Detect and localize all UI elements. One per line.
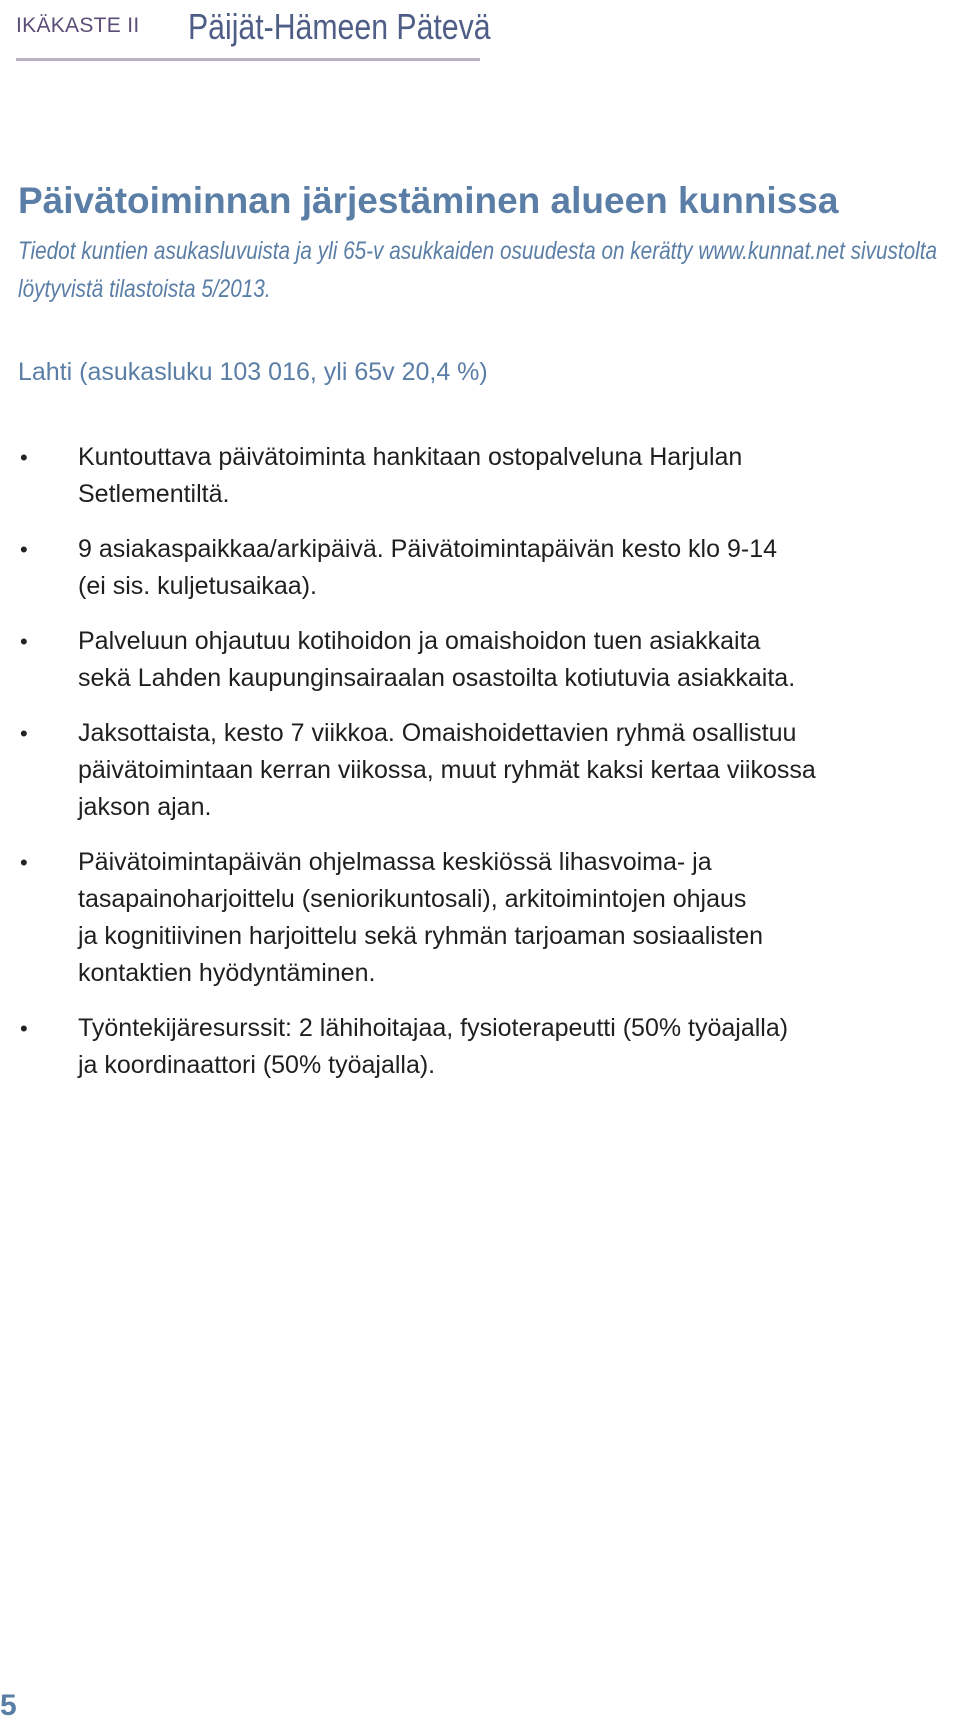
- intro-text: [18, 232, 938, 308]
- bullet-line: tasapainoharjoittelu (seniorikuntosali), arkitoimintojen ohjaus: [78, 885, 747, 913]
- bullet-line: ja koordinaattori (50% työajalla).: [78, 1051, 436, 1079]
- bullet-line: Työntekijäresurssit: 2 lähihoitajaa, fysioterapeutti (50% työajalla): [78, 1014, 789, 1042]
- bullet-dot-icon: •: [20, 629, 28, 654]
- bullet-line: kontaktien hyödyntäminen.: [78, 959, 376, 987]
- bullet-dot-icon: •: [20, 445, 28, 470]
- series-label: IKÄKASTE II: [16, 14, 140, 37]
- page-number: 5: [0, 1689, 17, 1722]
- bullet-line: ja kognitiivinen harjoittelu sekä ryhmän tarjoaman sosiaalisten: [78, 922, 764, 950]
- bullet-dot-icon: •: [20, 537, 28, 562]
- intro-line: löytyvistä tilastoista 5/2013.: [18, 275, 271, 303]
- bullet-item: [0, 715, 960, 826]
- bullet-line: (ei sis. kuljetusaikaa).: [78, 572, 317, 600]
- bullet-item: [0, 844, 960, 992]
- bullet-line: Setlementiltä.: [78, 480, 230, 508]
- bullet-list: [0, 439, 960, 1102]
- main-heading: Päivätoiminnan järjestäminen alueen kunnissa: [18, 180, 839, 221]
- bullet-item: [0, 439, 960, 513]
- bullet-dot-icon: •: [20, 721, 28, 746]
- bullet-line: Palveluun ohjautuu kotihoidon ja omaishoidon tuen asiakkaita: [78, 627, 761, 655]
- bullet-line: 9 asiakaspaikkaa/arkipäivä. Päivätoimintapäivän kesto klo 9-14: [78, 535, 777, 563]
- bullet-line: Jaksottaista, kesto 7 viikkoa. Omaishoidettavien ryhmä osallistuu: [78, 719, 797, 747]
- bullet-line: Kuntouttava päivätoiminta hankitaan ostopalveluna Harjulan: [78, 443, 743, 471]
- running-header: [16, 0, 491, 61]
- section-heading-lahti: Lahti (asukasluku 103 016, yli 65v 20,4 %): [18, 358, 488, 386]
- bullet-line: Päivätoimintapäivän ohjelmassa keskiössä lihasvoima- ja: [78, 848, 712, 876]
- intro-line: Tiedot kuntien asukasluvuista ja yli 65-v asukkaiden osuudesta on kerätty www.kunnat.net sivustolta: [18, 237, 938, 265]
- bullet-item: [0, 623, 960, 697]
- bullet-line: päivätoimintaan kerran viikossa, muut ryhmät kaksi kertaa viikossa: [78, 756, 816, 784]
- bullet-line: jakson ajan.: [78, 793, 212, 821]
- bullet-item: [0, 531, 960, 605]
- bullet-line: sekä Lahden kaupunginsairaalan osastoilta kotiutuvia asiakkaita.: [78, 664, 796, 692]
- bullet-dot-icon: •: [20, 1016, 28, 1041]
- bullet-item: [0, 1010, 960, 1084]
- header-title: Päijät-Hämeen Pätevä: [188, 6, 491, 47]
- bullet-dot-icon: •: [20, 850, 28, 875]
